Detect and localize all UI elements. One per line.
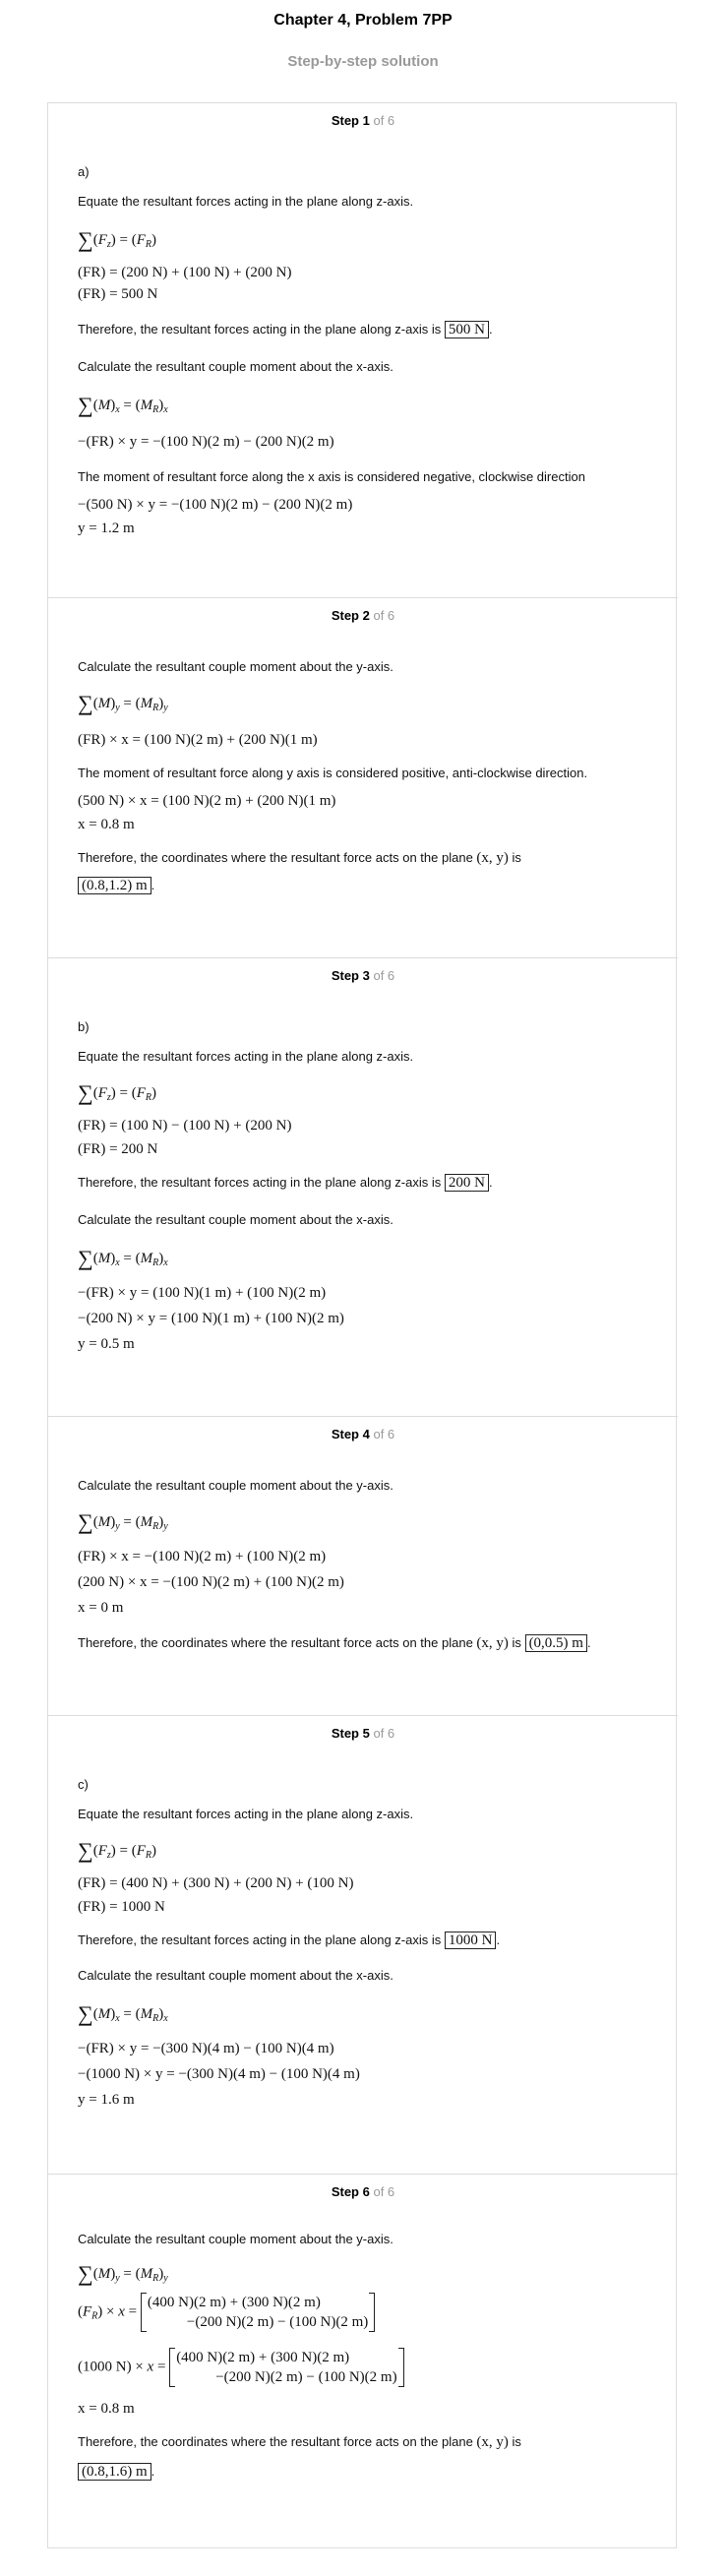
- solution-card: [47, 102, 677, 2548]
- equation: (FR) = (100 N) − (100 N) + (200 N): [78, 1118, 292, 1134]
- equation: −(200 N) × y = (100 N)(1 m) + (100 N)(2 m): [78, 1311, 344, 1326]
- boxed-answer: (0,0.5) m: [525, 1634, 587, 1652]
- equation: −(FR) × y = (100 N)(1 m) + (100 N)(2 m): [78, 1285, 327, 1301]
- step-text: Therefore, the coordinates where the resultant force acts on the plane (x, y) is: [78, 2434, 521, 2450]
- sum-equation: $\sum(F_z) = (F_R)$: [78, 1080, 156, 1105]
- part-label: a): [78, 164, 90, 179]
- step-4: [48, 1416, 678, 1715]
- sum-equation: $\sum(M)_x = (M_R)_x$: [78, 2001, 168, 2026]
- equation: y = 1.2 m: [78, 521, 135, 536]
- step-5: [48, 1715, 678, 2174]
- step-6: [48, 2174, 678, 2547]
- step-text: Equate the resultant forces acting in the plane along z-axis.: [78, 1049, 414, 1064]
- equation: (FR) = (400 N) + (300 N) + (200 N) + (100 N): [78, 1875, 354, 1891]
- page-subtitle: Step-by-step solution: [287, 53, 439, 70]
- step-text: Therefore, the resultant forces acting in the plane along z-axis is 1000 N .: [78, 1932, 501, 1948]
- step-4-header: Step 4 of 6: [331, 1427, 395, 1441]
- equation: x = 0 m: [78, 1600, 124, 1616]
- step-1-header: Step 1 of 6: [331, 113, 395, 128]
- equation: y = 0.5 m: [78, 1336, 135, 1352]
- step-2-header: Step 2 of 6: [331, 608, 395, 623]
- bracket-equation: (1000 N) × x = (400 N)(2 m) + (300 N)(2 m) −(200 N)(2 m) − (100 N)(2 m): [78, 2348, 404, 2387]
- sum-equation: $\sum(F_z) = (F_R)$: [78, 1838, 156, 1863]
- equation: (FR) = 1000 N: [78, 1899, 165, 1915]
- sum-equation: $\sum(M)_x = (M_R)_x$: [78, 393, 168, 417]
- equation: −(1000 N) × y = −(300 N)(4 m) − (100 N)(4 m): [78, 2066, 360, 2082]
- step-text: Calculate the resultant couple moment about the x-axis.: [78, 1968, 393, 1983]
- sum-equation: $\sum(M)_x = (M_R)_x$: [78, 1246, 168, 1270]
- equation: (FR) × x = −(100 N)(2 m) + (100 N)(2 m): [78, 1549, 327, 1564]
- boxed-answer: (0.8,1.2) m: [78, 877, 151, 894]
- equation: (500 N) × x = (100 N)(2 m) + (200 N)(1 m): [78, 793, 336, 809]
- step-text: Therefore, the resultant forces acting in the plane along z-axis is 200 N .: [78, 1175, 493, 1191]
- equation: (FR) = 200 N: [78, 1141, 158, 1157]
- step-text: Calculate the resultant couple moment about the y-axis.: [78, 659, 393, 674]
- boxed-line: (0.8,1.6) m .: [78, 2464, 154, 2481]
- equation: −(FR) × y = −(300 N)(4 m) − (100 N)(4 m): [78, 2041, 334, 2056]
- part-label: b): [78, 1019, 90, 1034]
- step-3-header: Step 3 of 6: [331, 968, 395, 983]
- boxed-answer: (0.8,1.6) m: [78, 2463, 151, 2481]
- step-1: [48, 103, 678, 597]
- step-text: The moment of resultant force along the x axis is considered negative, clockwise direction: [78, 469, 585, 484]
- equation: (FR) × x = (100 N)(2 m) + (200 N)(1 m): [78, 732, 318, 748]
- step-5-header: Step 5 of 6: [331, 1726, 395, 1741]
- step-text: Therefore, the coordinates where the resultant force acts on the plane (x, y) is (0,0.5) m .: [78, 1635, 591, 1651]
- step-6-header: Step 6 of 6: [331, 2184, 395, 2199]
- step-text: Equate the resultant forces acting in the plane along z-axis.: [78, 1807, 414, 1821]
- sum-equation: $\sum(F_z) = (F_R)$: [78, 227, 156, 252]
- equation: (FR) = 500 N: [78, 286, 158, 302]
- equation: y = 1.6 m: [78, 2092, 135, 2108]
- step-text: Equate the resultant forces acting in the plane along z-axis.: [78, 194, 414, 209]
- equation: −(500 N) × y = −(100 N)(2 m) − (200 N)(2 m): [78, 497, 353, 513]
- boxed-answer: 1000 N: [445, 1932, 497, 1949]
- step-text: Therefore, the resultant forces acting in the plane along z-axis is 500 N .: [78, 322, 493, 337]
- sum-equation: $\sum(M)_y = (M_R)_y$: [78, 1509, 168, 1534]
- boxed-line: (0.8,1.2) m .: [78, 878, 154, 894]
- step-3: [48, 957, 678, 1416]
- equation: x = 0.8 m: [78, 2401, 135, 2417]
- equation: (FR) = (200 N) + (100 N) + (200 N): [78, 265, 292, 280]
- sum-equation: $\sum(M)_y = (M_R)_y$: [78, 691, 168, 715]
- step-text: The moment of resultant force along y axis is considered positive, anti-clockwise direction.: [78, 766, 588, 780]
- step-text: Calculate the resultant couple moment about the y-axis.: [78, 1478, 393, 1493]
- equation: (200 N) × x = −(100 N)(2 m) + (100 N)(2 m): [78, 1574, 344, 1590]
- boxed-answer: 500 N: [445, 321, 489, 338]
- equation: x = 0.8 m: [78, 817, 135, 832]
- bracket-equation: $(F_R) \times x$ = (400 N)(2 m) + (300 N)(2 m) −(200 N)(2 m) − (100 N)(2 m): [78, 2293, 375, 2332]
- step-text: Therefore, the coordinates where the resultant force acts on the plane (x, y) is: [78, 850, 521, 866]
- part-label: c): [78, 1777, 89, 1792]
- step-text: Calculate the resultant couple moment about the x-axis.: [78, 1212, 393, 1227]
- step-2: [48, 597, 678, 957]
- equation: −(FR) × y = −(100 N)(2 m) − (200 N)(2 m): [78, 434, 334, 450]
- step-text: Calculate the resultant couple moment about the y-axis.: [78, 2232, 393, 2246]
- sum-equation: $\sum(M)_y = (M_R)_y$: [78, 2261, 168, 2286]
- page-title: Chapter 4, Problem 7PP: [273, 12, 453, 29]
- boxed-answer: 200 N: [445, 1174, 489, 1192]
- step-text: Calculate the resultant couple moment about the x-axis.: [78, 359, 393, 374]
